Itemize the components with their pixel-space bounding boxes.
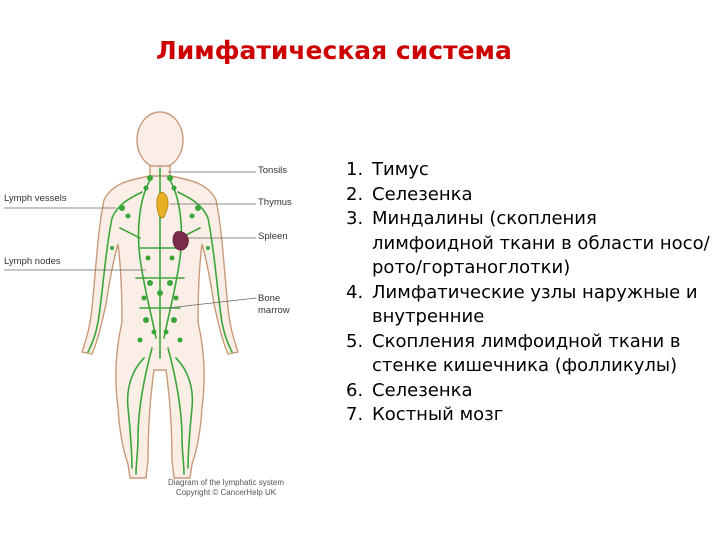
list-item	[346, 183, 718, 208]
figure-credit	[168, 478, 284, 498]
list-item-number: 3.	[346, 208, 364, 229]
list-item-text: Селезенка	[372, 379, 473, 401]
list-item	[346, 207, 718, 281]
list-item-number: 1.	[346, 159, 364, 180]
list-item-number: 4.	[346, 281, 364, 303]
list-item-text: Костный мозг	[372, 404, 504, 425]
slide-title: Лимфатическая система	[156, 36, 512, 65]
list-item-number: 7.	[346, 404, 364, 425]
list-item-text: Селезенка	[372, 183, 473, 205]
list-item	[346, 403, 718, 428]
list-item-text: Миндалины (скопления лимфоидной ткани в области носо/рото/гортаноглотки)	[372, 208, 710, 278]
numbered-list	[346, 158, 718, 428]
list-item-text: Скопления лимфоидной ткани в стенке кишечника (фолликулы)	[372, 330, 681, 376]
list-item-text: Тимус	[372, 159, 429, 180]
credit-line-2: Copyright © CancerHelp UK	[175, 488, 277, 497]
spleen-organ	[173, 232, 188, 250]
list-item-text: Лимфатические узлы наружные и внутренние	[372, 281, 698, 327]
list-item-number: 2.	[346, 183, 364, 205]
lymphatic-system-diagram	[0, 108, 340, 508]
list-item-number: 5.	[346, 330, 364, 352]
label-tonsils: Tonsils	[258, 165, 288, 176]
label-thymus: Thymus	[258, 197, 292, 208]
label-spleen: Spleen	[258, 231, 288, 242]
label-lymph-vessels: Lymph vessels	[4, 193, 67, 204]
list-item	[346, 281, 718, 330]
list-item-number: 6.	[346, 379, 364, 401]
list-item	[346, 158, 718, 183]
list-item	[346, 330, 718, 379]
label-bone-marrow-line2: marrow	[258, 305, 290, 316]
list-item	[346, 379, 718, 404]
credit-line-1: Diagram of the lymphatic system	[168, 478, 285, 487]
label-bone-marrow-line1: Bone	[258, 293, 281, 304]
label-lymph-nodes: Lymph nodes	[4, 256, 61, 267]
